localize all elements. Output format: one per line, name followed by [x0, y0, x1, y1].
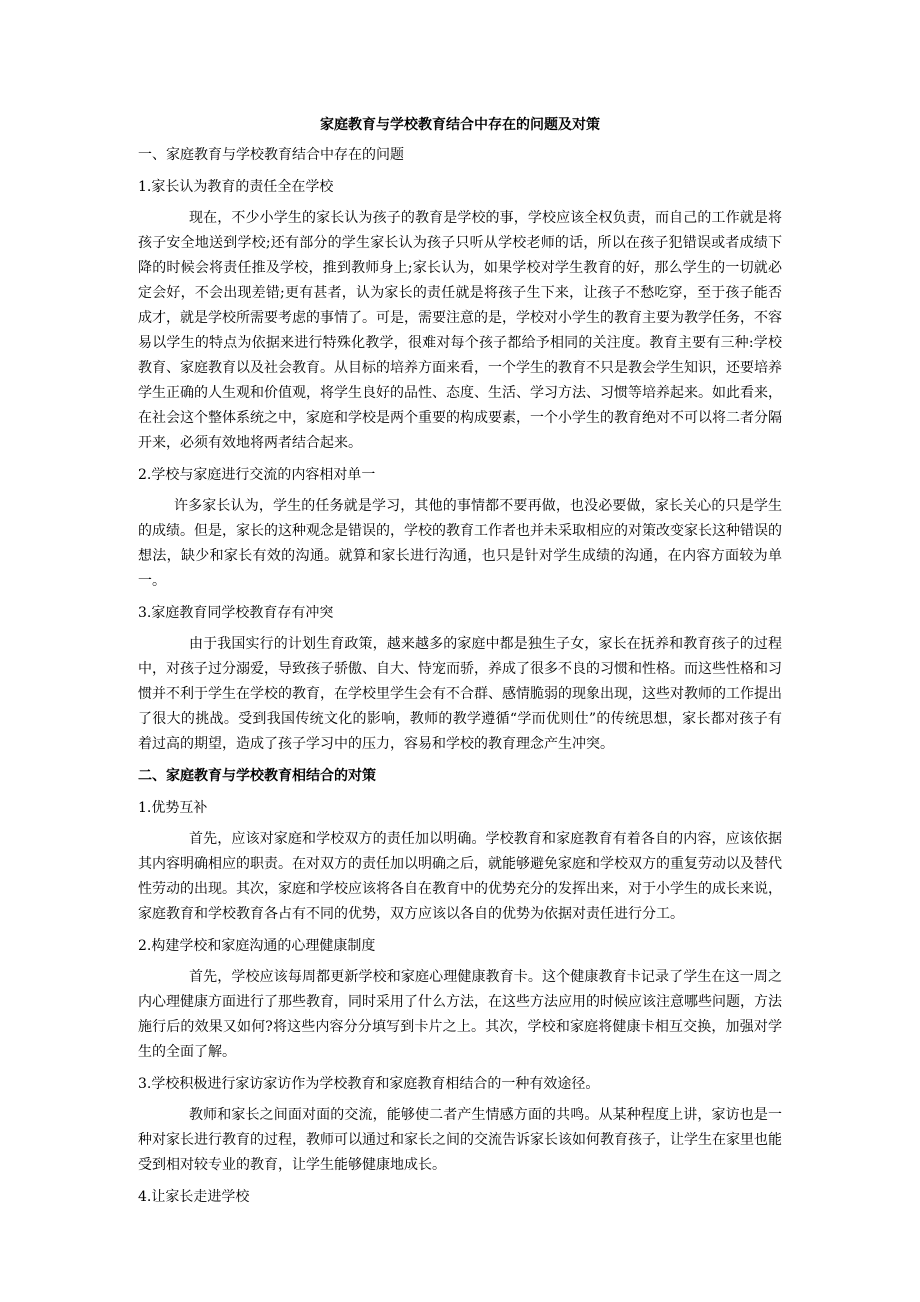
subheading-1-2: 2.学校与家庭进行交流的内容相对单一 [138, 467, 376, 483]
paragraph-1-3: 由于我国实行的计划生育政策，越来越多的家庭中都是独生子女，家长在抚养和教育孩子的过程中，对孩子过分溺爱，导致孩子骄傲、自大、恃宠而骄，养成了很多不良的习惯和性格。而这些性格和习惯并不利于学生在学校的教育，在学校里学生会有不合群、感情脆弱的现象出现，这些对教师的工作提出了很大的挑战。受到我国传统文化的影响，教师的教学遵循“学而优则仕”的传统思想，家长都对孩子有着过高的期望，造成了孩子学习中的压力，容易和学校的教育理念产生冲突。 [138, 636, 782, 752]
subheading-1-1: 1.家长认为教育的责任全在学校 [138, 179, 334, 195]
paragraph-2-1: 首先，应该对家庭和学校双方的责任加以明确。学校教育和家庭教育有着各自的内容，应该依据其内容明确相应的职责。在对双方的责任加以明确之后，就能够避免家庭和学校双方的重复劳动以及替代性劳动的出现。其次，家庭和学校应该将各自在教育中的优势充分的发挥出来，对于小学生的成长来说，家庭教育和学校教育各占有不同的优势，双方应该以各自的优势为依据对责任进行分工。 [138, 831, 782, 922]
section-heading-2: 二、家庭教育与学校教育相结合的对策 [138, 768, 376, 784]
section-heading-1: 一、家庭教育与学校教育结合中存在的问题 [138, 147, 404, 163]
paragraph-1-2: 许多家长认为，学生的任务就是学习，其他的事情都不要再做，也没必要做，家长关心的只是学生的成绩。但是，家长的这种观念是错误的，学校的教育工作者也并未采取相应的对策改变家长这种错误的想法，缺少和家长有效的沟通。就算和家长进行沟通，也只是针对学生成绩的沟通，在内容方面较为单一。 [138, 498, 782, 589]
document-page [138, 112, 782, 1216]
subheading-2-2: 2.构建学校和家庭沟通的心理健康制度 [138, 938, 376, 954]
paragraph-2-2: 首先，学校应该每周都更新学校和家庭心理健康教育卡。这个健康教育卡记录了学生在这一周之内心理健康方面进行了那些教育，同时采用了什么方法，在这些方法应用的时候应该注意哪些问题，方法施行后的效果又如何?将这些内容分分填写到卡片之上。其次，学校和家庭将健康卡相互交换，加强对学生的全面了解。 [138, 969, 782, 1060]
subheading-2-1: 1.优势互补 [138, 800, 208, 816]
paragraph-2-3: 教师和家长之间面对面的交流，能够使二者产生情感方面的共鸣。从某种程度上讲，家访也是一种对家长进行教育的过程，教师可以通过和家长之间的交流告诉家长该如何教育孩子，让学生在家里也能受到相对较专业的教育，让学生能够健康地成长。 [138, 1107, 782, 1173]
subheading-2-4: 4.让家长走进学校 [138, 1189, 250, 1205]
document-title: 家庭教育与学校教育结合中存在的问题及对策 [320, 117, 600, 133]
subheading-2-3: 3.学校积极进行家访家访作为学校教育和家庭教育相结合的一种有效途径。 [138, 1076, 600, 1092]
paragraph-1-1: 现在，不少小学生的家长认为孩子的教育是学校的事，学校应该全权负责，而自己的工作就是将孩子安全地送到学校;还有部分的学生家长认为孩子只听从学校老师的话，所以在孩子犯错误或者成绩下降的时候会将责任推及学校，推到教师身上;家长认为，如果学校对学生教育的好，那么学生的一切就必定会好，不会出现差错;更有甚者，认为家长的责任就是将孩子生下来，让孩子不愁吃穿，至于孩子能否成才，就是学校所需要考虑的事情了。可是，需要注意的是，学校对小学生的教育主要为教学任务，不容易以学生的特点为依据来进行特殊化教学，很难对每个孩子都给予相同的关注度。教育主要有三种:学校教育、家庭教育以及社会教育。从目标的培养方面来看，一个学生的教育不只是教会学生知识，还要培养学生正确的人生观和价值观，将学生良好的品性、态度、生活、学习方法、习惯等培养起来。如此看来，在社会这个整体系统之中，家庭和学校是两个重要的构成要素，一个小学生的教育绝对不可以将二者分隔开来，必须有效地将两者结合起来。 [138, 210, 782, 451]
subheading-1-3: 3.家庭教育同学校教育存有冲突 [138, 605, 334, 621]
